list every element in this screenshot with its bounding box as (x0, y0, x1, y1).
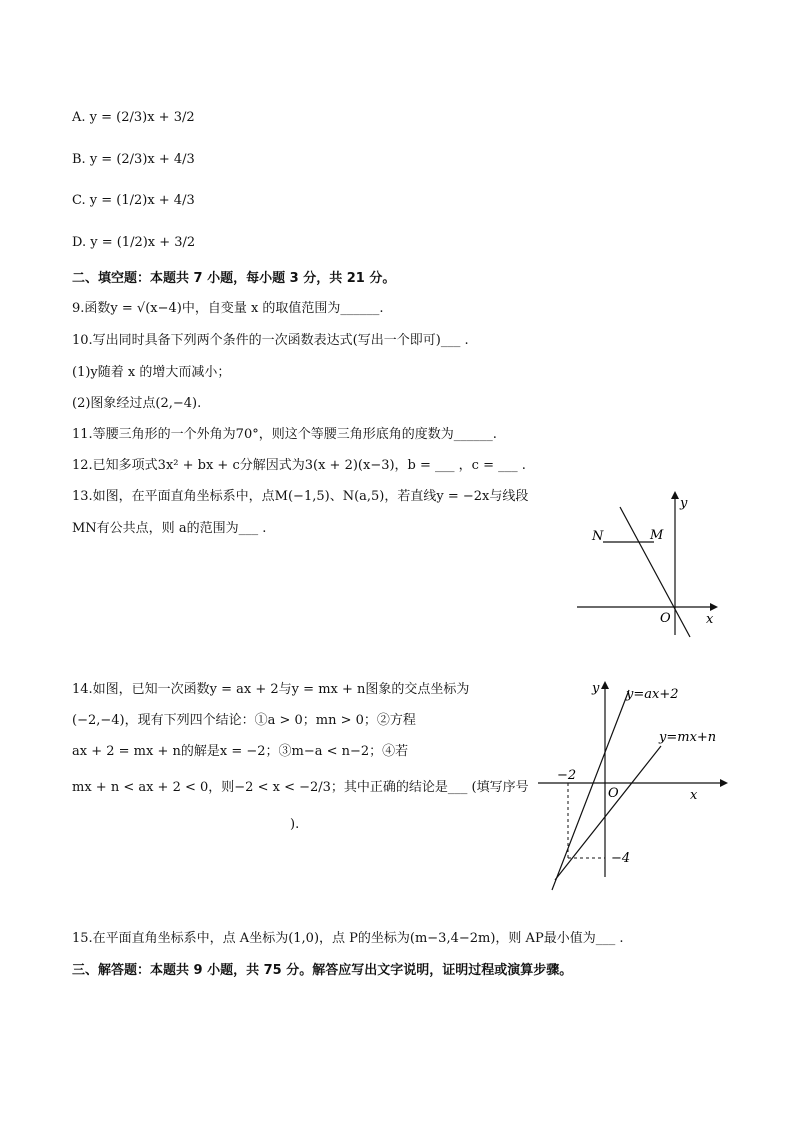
question-11: 11.等腰三角形的一个外角为70°，则这个等腰三角形底角的度数为______. (72, 427, 497, 442)
question-10: 10.写出同时具备下列两个条件的一次函数表达式(写出一个即可)___ . (72, 333, 469, 348)
question-14-line-5: ). (290, 817, 300, 832)
fig13-line-y-neg2x (620, 507, 690, 637)
question-14-line-3: ax + 2 = mx + n的解是x = −2；③m−a < n−2；④若 (72, 744, 409, 759)
fig14-label-line2: y=mx+n (659, 730, 717, 745)
fig13-label-x: x (706, 612, 714, 627)
figure-13 (570, 485, 730, 645)
figure-14 (535, 672, 735, 897)
fig14-x-arrow (720, 779, 728, 787)
fig13-label-y: y (680, 496, 688, 511)
question-14-line-4: mx + n < ax + 2 < 0，则−2 < x < −2/3；其中正确的结论是___ (填写序号 (72, 780, 529, 795)
section-3-title: 三、解答题：本题共 9 小题，共 75 分。解答应写出文字说明，证明过程或演算步骤。 (72, 963, 573, 978)
question-12: 12.已知多项式3x² + bx + c分解因式为3(x + 2)(x−3)，b = ___ ，c = ___ . (72, 458, 526, 473)
option-d: D. y = (1/2)x + 3/2 (72, 235, 196, 250)
question-14-line-2: (−2,−4)，现有下列四个结论：①a > 0；mn > 0；②方程 (72, 713, 416, 728)
question-15: 15.在平面直角坐标系中，点 A坐标为(1,0)，点 P的坐标为(m−3,4−2m)，则 AP最小值为___ . (72, 931, 624, 946)
fig14-label-x: x (690, 788, 698, 803)
fig14-label-neg2: −2 (557, 768, 577, 783)
fig14-line-mx-plus-n (555, 746, 661, 880)
fig13-x-arrow (710, 603, 718, 611)
question-13-line-2: MN有公共点，则 a的范围为___ . (72, 521, 267, 536)
fig13-label-o: O (660, 611, 671, 626)
fig13-label-m: M (650, 528, 664, 543)
fig14-label-o: O (608, 786, 619, 801)
option-b: B. y = (2/3)x + 4/3 (72, 152, 195, 167)
question-10-cond-1: (1)y随着 x 的增大而减小； (72, 365, 231, 380)
fig14-label-neg4: −4 (611, 851, 631, 866)
option-a: A. y = (2/3)x + 3/2 (72, 110, 195, 125)
question-14-line-1: 14.如图，已知一次函数y = ax + 2与y = mx + n图象的交点坐标为 (72, 682, 470, 697)
fig14-label-line1: y=ax+2 (626, 687, 679, 702)
fig14-label-y: y (592, 681, 600, 696)
fig13-label-n: N (592, 529, 604, 544)
question-9: 9.函数y = √(x−4)中，自变量 x 的取值范围为______. (72, 301, 384, 316)
question-13-line-1: 13.如图，在平面直角坐标系中，点M(−1,5)、N(a,5)，若直线y = −2x与线段 (72, 489, 529, 504)
fig14-y-arrow (601, 681, 609, 689)
question-10-cond-2: (2)图象经过点(2,−4). (72, 396, 202, 411)
fig13-y-arrow (671, 491, 679, 499)
section-2-title: 二、填空题：本题共 7 小题，每小题 3 分，共 21 分。 (72, 271, 396, 286)
option-c: C. y = (1/2)x + 4/3 (72, 193, 195, 208)
